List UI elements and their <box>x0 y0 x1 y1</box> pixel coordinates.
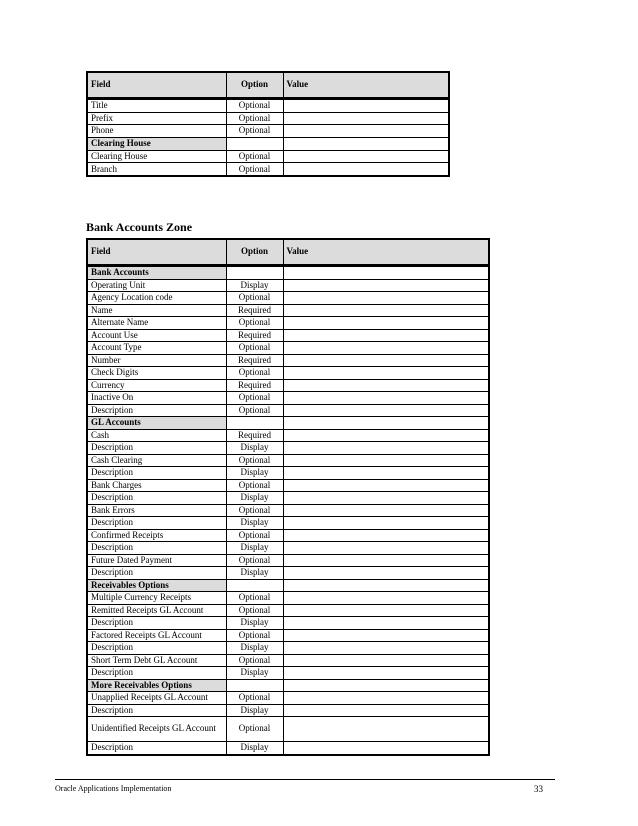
option-cell: Optional <box>226 504 283 517</box>
value-cell <box>283 592 489 605</box>
field-cell: Description <box>87 642 226 655</box>
value-cell <box>283 354 489 367</box>
value-cell <box>283 317 489 330</box>
option-cell: Display <box>226 617 283 630</box>
table-row <box>87 112 449 125</box>
table-row <box>87 342 489 355</box>
option-column-header: Option <box>226 239 283 266</box>
field-cell: Currency <box>87 379 226 392</box>
option-cell: Required <box>226 329 283 342</box>
table-row <box>87 354 489 367</box>
field-cell: Cash <box>87 429 226 442</box>
table-row <box>87 304 489 317</box>
field-column-header: Field <box>87 239 226 266</box>
page-number: 33 <box>534 784 543 794</box>
field-cell: Inactive On <box>87 392 226 405</box>
value-cell <box>283 266 489 280</box>
table-row <box>87 692 489 705</box>
table-row <box>87 704 489 717</box>
field-cell: Description <box>87 467 226 480</box>
value-cell <box>283 279 489 292</box>
table-row <box>87 604 489 617</box>
field-cell: Description <box>87 542 226 555</box>
table-row <box>87 317 489 330</box>
value-cell <box>283 367 489 380</box>
table-row <box>87 517 489 530</box>
table-row <box>87 125 449 138</box>
table-row <box>87 404 489 417</box>
field-cell: Remitted Receipts GL Account <box>87 604 226 617</box>
table-row <box>87 429 489 442</box>
value-cell <box>283 492 489 505</box>
table-row <box>87 454 489 467</box>
value-cell <box>283 329 489 342</box>
section-label: Clearing House <box>87 138 226 151</box>
option-cell <box>226 266 283 280</box>
table-header-row <box>87 239 489 266</box>
option-cell: Optional <box>226 529 283 542</box>
section-row <box>87 417 489 430</box>
field-cell: Title <box>87 99 226 113</box>
option-cell: Optional <box>226 317 283 330</box>
value-cell <box>283 554 489 567</box>
table-row <box>87 379 489 392</box>
table-row <box>87 567 489 580</box>
table-row <box>87 667 489 680</box>
value-cell <box>283 479 489 492</box>
value-cell <box>283 342 489 355</box>
table-row <box>87 292 489 305</box>
field-cell: Prefix <box>87 112 226 125</box>
field-cell: Cash Clearing <box>87 454 226 467</box>
value-cell <box>283 442 489 455</box>
table-row <box>87 329 489 342</box>
option-cell: Optional <box>226 454 283 467</box>
field-cell: Bank Errors <box>87 504 226 517</box>
field-cell: Check Digits <box>87 367 226 380</box>
field-cell: Account Type <box>87 342 226 355</box>
field-cell: Description <box>87 517 226 530</box>
option-cell: Optional <box>226 112 283 125</box>
option-cell: Optional <box>226 717 283 742</box>
table-body <box>87 99 449 177</box>
option-cell: Display <box>226 492 283 505</box>
section-label: GL Accounts <box>87 417 226 430</box>
table-row <box>87 554 489 567</box>
table-row <box>87 504 489 517</box>
option-cell: Optional <box>226 629 283 642</box>
option-cell: Optional <box>226 342 283 355</box>
option-cell: Optional <box>226 604 283 617</box>
field-cell: Description <box>87 742 226 755</box>
option-cell: Optional <box>226 554 283 567</box>
table-header-row <box>87 72 449 99</box>
field-cell: Description <box>87 704 226 717</box>
option-cell: Optional <box>226 367 283 380</box>
section-label: More Receivables Options <box>87 679 226 692</box>
table-row <box>87 442 489 455</box>
option-column-header: Option <box>226 72 283 99</box>
option-cell: Required <box>226 354 283 367</box>
table-row <box>87 467 489 480</box>
value-cell <box>283 617 489 630</box>
field-cell: Description <box>87 404 226 417</box>
table-row <box>87 392 489 405</box>
option-cell: Display <box>226 642 283 655</box>
section-label: Bank Accounts <box>87 266 226 280</box>
value-cell <box>283 404 489 417</box>
table-row <box>87 592 489 605</box>
option-cell: Display <box>226 279 283 292</box>
bank-accounts-table <box>86 238 490 756</box>
value-cell <box>283 392 489 405</box>
clearing-house-table <box>86 71 450 177</box>
option-cell <box>226 417 283 430</box>
value-cell <box>283 112 449 125</box>
section-row <box>87 679 489 692</box>
option-cell: Optional <box>226 404 283 417</box>
field-cell: Account Use <box>87 329 226 342</box>
value-cell <box>283 604 489 617</box>
footer-divider <box>55 779 555 780</box>
table-row <box>87 617 489 630</box>
value-cell <box>283 567 489 580</box>
option-cell <box>226 138 283 151</box>
field-cell: Description <box>87 667 226 680</box>
section-title: Bank Accounts Zone <box>86 220 193 234</box>
value-cell <box>283 529 489 542</box>
field-cell: Description <box>87 492 226 505</box>
value-cell <box>283 99 449 113</box>
field-cell: Alternate Name <box>87 317 226 330</box>
value-cell <box>283 717 489 742</box>
field-cell: Factored Receipts GL Account <box>87 629 226 642</box>
table-row <box>87 150 449 163</box>
value-cell <box>283 704 489 717</box>
table-row <box>87 479 489 492</box>
table-row <box>87 629 489 642</box>
option-cell: Display <box>226 542 283 555</box>
option-cell: Display <box>226 442 283 455</box>
option-cell <box>226 679 283 692</box>
option-cell <box>226 579 283 592</box>
field-cell: Bank Charges <box>87 479 226 492</box>
value-cell <box>283 692 489 705</box>
option-cell: Required <box>226 429 283 442</box>
field-cell: Name <box>87 304 226 317</box>
field-cell: Confirmed Receipts <box>87 529 226 542</box>
table-row <box>87 717 489 742</box>
value-cell <box>283 667 489 680</box>
value-cell <box>283 629 489 642</box>
field-column-header: Field <box>87 72 226 99</box>
section-label: Receivables Options <box>87 579 226 592</box>
option-cell: Display <box>226 567 283 580</box>
value-cell <box>283 542 489 555</box>
value-column-header: Value <box>283 72 449 99</box>
value-cell <box>283 379 489 392</box>
field-cell: Number <box>87 354 226 367</box>
field-cell: Agency Location code <box>87 292 226 305</box>
field-cell: Unapplied Receipts GL Account <box>87 692 226 705</box>
value-cell <box>283 467 489 480</box>
option-cell: Optional <box>226 592 283 605</box>
field-cell: Description <box>87 617 226 630</box>
option-cell: Display <box>226 517 283 530</box>
value-cell <box>283 642 489 655</box>
option-cell: Required <box>226 379 283 392</box>
option-cell: Required <box>226 304 283 317</box>
field-cell: Clearing House <box>87 150 226 163</box>
value-cell <box>283 579 489 592</box>
option-cell: Optional <box>226 479 283 492</box>
value-cell <box>283 417 489 430</box>
option-cell: Optional <box>226 99 283 113</box>
table-row <box>87 163 449 176</box>
table-row <box>87 542 489 555</box>
value-cell <box>283 125 449 138</box>
option-cell: Optional <box>226 150 283 163</box>
option-cell: Display <box>226 467 283 480</box>
table-body <box>87 266 489 755</box>
value-cell <box>283 742 489 755</box>
value-cell <box>283 150 449 163</box>
table-row <box>87 742 489 755</box>
value-cell <box>283 504 489 517</box>
option-cell: Optional <box>226 125 283 138</box>
value-cell <box>283 138 449 151</box>
value-cell <box>283 679 489 692</box>
option-cell: Display <box>226 704 283 717</box>
table-row <box>87 99 449 113</box>
table-row <box>87 642 489 655</box>
field-cell: Operating Unit <box>87 279 226 292</box>
field-cell: Phone <box>87 125 226 138</box>
table-row <box>87 529 489 542</box>
section-row <box>87 266 489 280</box>
section-row <box>87 579 489 592</box>
value-cell <box>283 517 489 530</box>
field-cell: Future Dated Payment <box>87 554 226 567</box>
option-cell: Optional <box>226 392 283 405</box>
table-row <box>87 492 489 505</box>
field-cell: Description <box>87 567 226 580</box>
table-row <box>87 279 489 292</box>
value-cell <box>283 454 489 467</box>
table-row <box>87 367 489 380</box>
field-cell: Short Term Debt GL Account <box>87 654 226 667</box>
option-cell: Optional <box>226 292 283 305</box>
option-cell: Optional <box>226 163 283 176</box>
field-cell: Description <box>87 442 226 455</box>
option-cell: Optional <box>226 692 283 705</box>
option-cell: Display <box>226 667 283 680</box>
field-cell: Unidentified Receipts GL Account <box>87 717 226 742</box>
value-cell <box>283 292 489 305</box>
value-cell <box>283 304 489 317</box>
table-row <box>87 654 489 667</box>
option-cell: Display <box>226 742 283 755</box>
footer-title: Oracle Applications Implementation <box>55 784 172 793</box>
value-cell <box>283 429 489 442</box>
value-column-header: Value <box>283 239 489 266</box>
field-cell: Multiple Currency Receipts <box>87 592 226 605</box>
value-cell <box>283 654 489 667</box>
section-row <box>87 138 449 151</box>
value-cell <box>283 163 449 176</box>
option-cell: Optional <box>226 654 283 667</box>
field-cell: Branch <box>87 163 226 176</box>
